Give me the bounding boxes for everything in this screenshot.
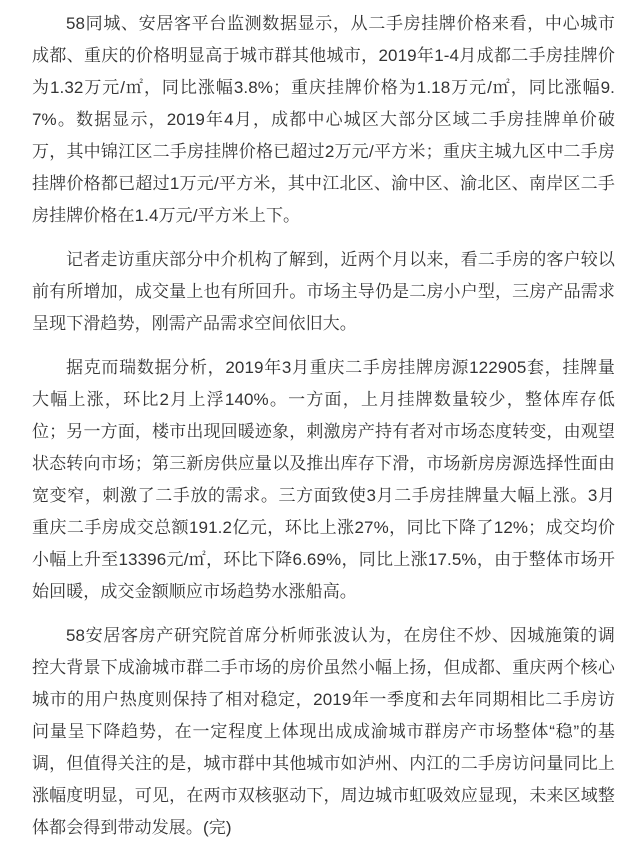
article-paragraph: 58同城、安居客平台监测数据显示，从二手房挂牌价格来看，中心城市成都、重庆的价格明显高于城市群其他城市，2019年1-4月成都二手房挂牌价为1.32万元/㎡，同比涨幅3.8%；重庆挂牌价格为1.18万元/㎡，同比涨幅9.7%。数据显示，2019年4月，成都中心城区大部分区域二手房挂牌单价破万，其中锦江区二手房挂牌价格已超过2万元/平方米；重庆主城九区中二手房挂牌价格都已超过1万元/平方米，其中江北区、渝中区、渝北区、南岸区二手房挂牌价格在1.4万元/平方米上下。 bbox=[32, 14, 615, 225]
article-paragraph: 58安居客房产研究院首席分析师张波认为，在房住不炒、因城施策的调控大背景下成渝城市群二手市场的房价虽然小幅上扬，但成都、重庆两个核心城市的用户热度则保持了相对稳定，2019年一季度和去年同期相比二手房访问量呈下降趋势，在一定程度上体现出成成渝城市群房产市场整体“稳”的基调，但值得关注的是，城市群中其他城市如泸州、内江的二手房访问量同比上涨幅度明显，可见，在两市双核驱动下，周边城市虹吸效应显现，未来区域整体都会得到带动发展。(完) bbox=[32, 626, 615, 837]
article-paragraph: 记者走访重庆部分中介机构了解到，近两个月以来，看二手房的客户较以前有所增加，成交量上也有所回升。市场主导仍是二房小户型，三房产品需求呈现下滑趋势，刚需产品需求空间依旧大。 bbox=[32, 250, 615, 333]
article-paragraph: 据克而瑞数据分析，2019年3月重庆二手房挂牌房源122905套，挂牌量大幅上涨，环比2月上浮140%。一方面，上月挂牌数量较少，整体库存低位；另一方面，楼市出现回暖迹象，刺激房产持有者对市场态度转变，由观望状态转向市场；第三新房供应量以及推出库存下滑，市场新房房源选择性面由宽变窄，刺激了二手放的需求。三方面致使3月二手房挂牌量大幅上涨。3月重庆二手房成交总额191.2亿元，环比上涨27%，同比下降了12%；成交均价小幅上升至13396元/㎡，环比下降6.69%，同比上涨17.5%，由于整体市场开始回暖，成交金额顺应市场趋势水涨船高。 bbox=[32, 358, 615, 601]
